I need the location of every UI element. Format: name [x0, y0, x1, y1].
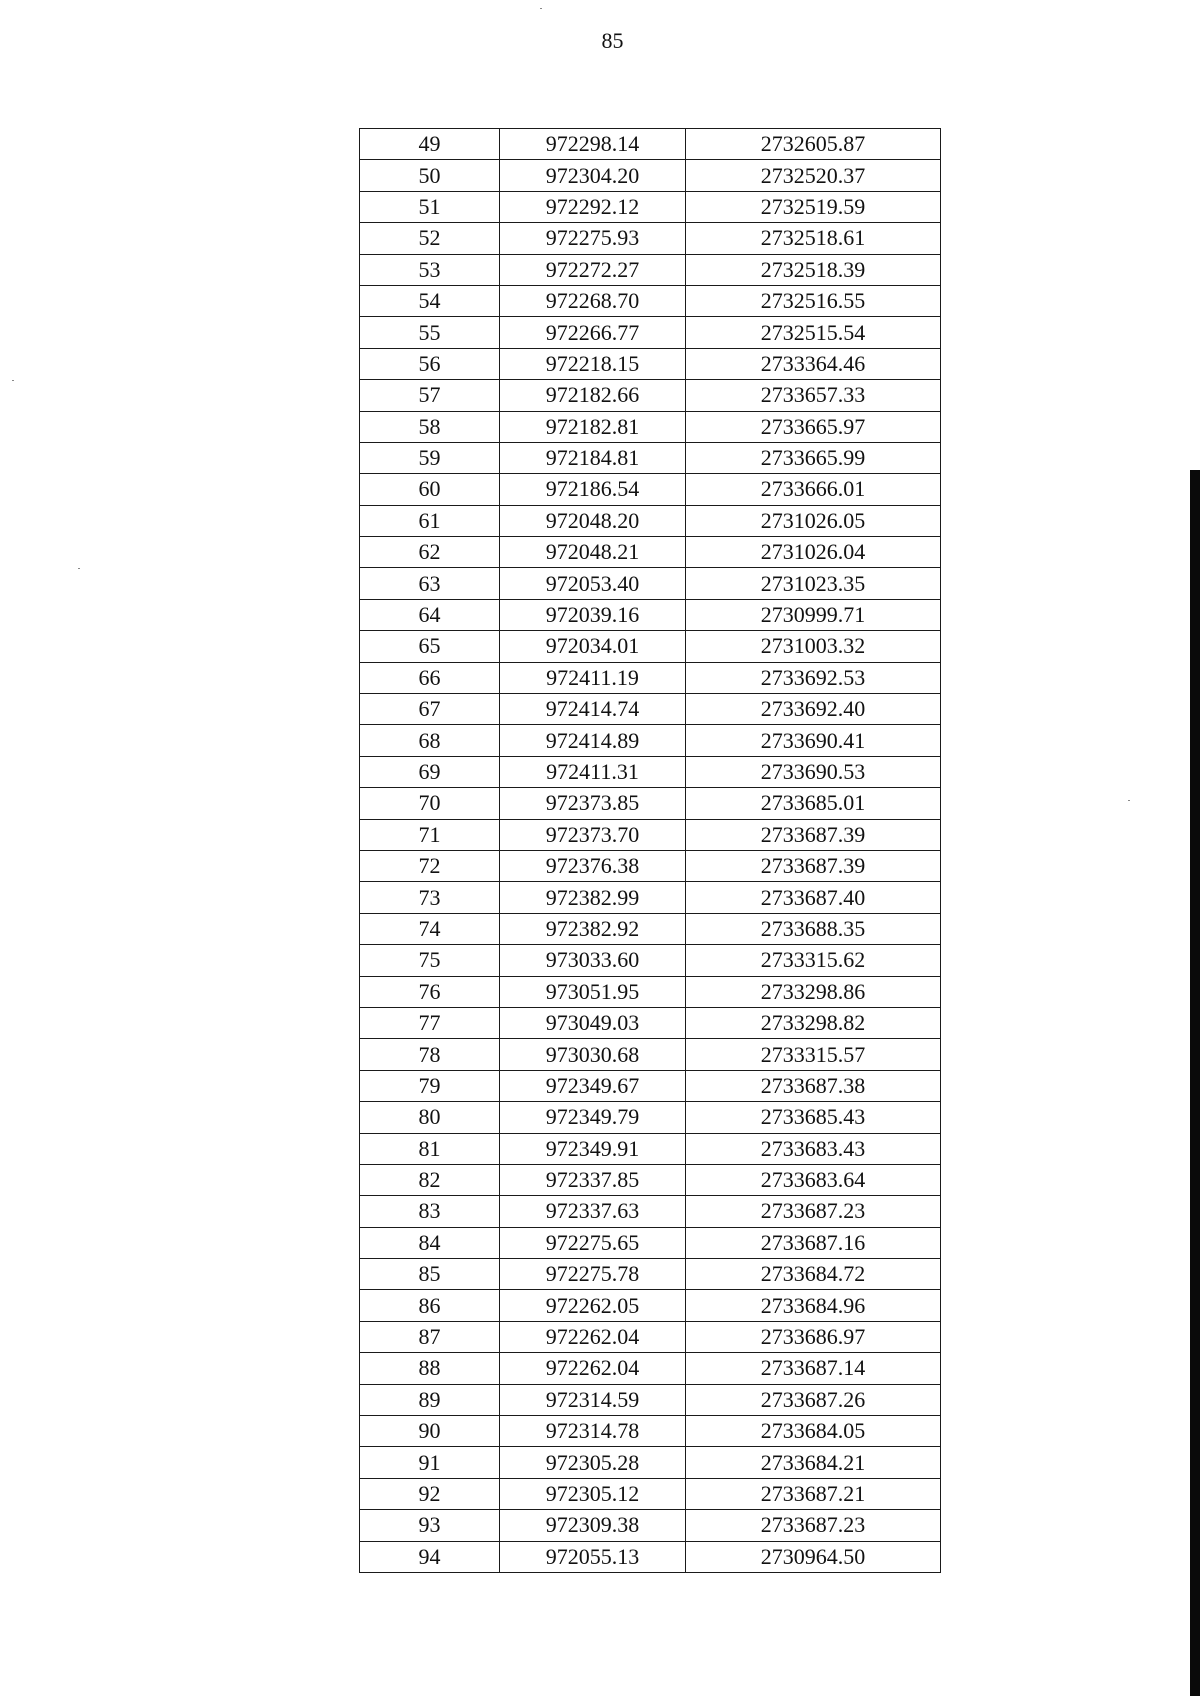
y-coordinate-cell: 2733685.01 — [686, 788, 941, 819]
table-row — [360, 1259, 941, 1290]
y-coordinate-cell: 2732605.87 — [686, 129, 941, 160]
y-coordinate-cell: 2733684.72 — [686, 1259, 941, 1290]
x-coordinate-cell: 972314.59 — [500, 1384, 686, 1415]
x-coordinate-cell: 972373.85 — [500, 788, 686, 819]
x-coordinate-cell: 972048.21 — [500, 537, 686, 568]
table-row — [360, 882, 941, 913]
x-coordinate-cell: 972411.19 — [500, 662, 686, 693]
point-number-cell: 68 — [360, 725, 500, 756]
x-coordinate-cell: 972309.38 — [500, 1510, 686, 1541]
y-coordinate-cell: 2733684.96 — [686, 1290, 941, 1321]
x-coordinate-cell: 972182.81 — [500, 411, 686, 442]
table-row — [360, 788, 941, 819]
y-coordinate-cell: 2733364.46 — [686, 348, 941, 379]
x-coordinate-cell: 972268.70 — [500, 285, 686, 316]
table-row — [360, 191, 941, 222]
y-coordinate-cell: 2733692.53 — [686, 662, 941, 693]
point-number-cell: 56 — [360, 348, 500, 379]
y-coordinate-cell: 2733665.97 — [686, 411, 941, 442]
table-row — [360, 254, 941, 285]
point-number-cell: 55 — [360, 317, 500, 348]
y-coordinate-cell: 2732518.61 — [686, 223, 941, 254]
table-row — [360, 1196, 941, 1227]
point-number-cell: 64 — [360, 599, 500, 630]
table-row — [360, 945, 941, 976]
table-row — [360, 1164, 941, 1195]
y-coordinate-cell: 2733690.53 — [686, 756, 941, 787]
y-coordinate-cell: 2733686.97 — [686, 1321, 941, 1352]
table-row — [360, 474, 941, 505]
y-coordinate-cell: 2733687.38 — [686, 1070, 941, 1101]
point-number-cell: 67 — [360, 694, 500, 725]
table-row — [360, 694, 941, 725]
table-row — [360, 1416, 941, 1447]
table-row — [360, 1384, 941, 1415]
table-row — [360, 129, 941, 160]
point-number-cell: 86 — [360, 1290, 500, 1321]
y-coordinate-cell: 2730964.50 — [686, 1541, 941, 1572]
table-row — [360, 850, 941, 881]
point-number-cell: 69 — [360, 756, 500, 787]
x-coordinate-cell: 972262.04 — [500, 1353, 686, 1384]
table-row — [360, 160, 941, 191]
y-coordinate-cell: 2733657.33 — [686, 380, 941, 411]
x-coordinate-cell: 972411.31 — [500, 756, 686, 787]
y-coordinate-cell: 2730999.71 — [686, 599, 941, 630]
x-coordinate-cell: 973051.95 — [500, 976, 686, 1007]
y-coordinate-cell: 2733687.40 — [686, 882, 941, 913]
table-row — [360, 631, 941, 662]
x-coordinate-cell: 972382.92 — [500, 913, 686, 944]
x-coordinate-cell: 972262.04 — [500, 1321, 686, 1352]
point-number-cell: 57 — [360, 380, 500, 411]
point-number-cell: 59 — [360, 442, 500, 473]
point-number-cell: 61 — [360, 505, 500, 536]
point-number-cell: 72 — [360, 850, 500, 881]
y-coordinate-cell: 2732516.55 — [686, 285, 941, 316]
table-row — [360, 819, 941, 850]
table-row — [360, 285, 941, 316]
y-coordinate-cell: 2733687.39 — [686, 850, 941, 881]
point-number-cell: 75 — [360, 945, 500, 976]
point-number-cell: 76 — [360, 976, 500, 1007]
point-number-cell: 63 — [360, 568, 500, 599]
point-number-cell: 51 — [360, 191, 500, 222]
point-number-cell: 89 — [360, 1384, 500, 1415]
x-coordinate-cell: 972349.91 — [500, 1133, 686, 1164]
point-number-cell: 73 — [360, 882, 500, 913]
x-coordinate-cell: 972337.85 — [500, 1164, 686, 1195]
table-row — [360, 756, 941, 787]
point-number-cell: 65 — [360, 631, 500, 662]
x-coordinate-cell: 973049.03 — [500, 1007, 686, 1038]
x-coordinate-cell: 972039.16 — [500, 599, 686, 630]
table-row — [360, 317, 941, 348]
x-coordinate-cell: 972055.13 — [500, 1541, 686, 1572]
table-row — [360, 442, 941, 473]
point-number-cell: 78 — [360, 1039, 500, 1070]
point-number-cell: 82 — [360, 1164, 500, 1195]
y-coordinate-cell: 2733315.62 — [686, 945, 941, 976]
x-coordinate-cell: 972349.67 — [500, 1070, 686, 1101]
scan-speck — [1128, 800, 1130, 801]
table-row — [360, 537, 941, 568]
y-coordinate-cell: 2733683.64 — [686, 1164, 941, 1195]
x-coordinate-cell: 972275.65 — [500, 1227, 686, 1258]
page-number: 85 — [601, 28, 624, 53]
table-row — [360, 662, 941, 693]
point-number-cell: 93 — [360, 1510, 500, 1541]
y-coordinate-cell: 2733683.43 — [686, 1133, 941, 1164]
point-number-cell: 83 — [360, 1196, 500, 1227]
y-coordinate-cell: 2731026.05 — [686, 505, 941, 536]
point-number-cell: 91 — [360, 1447, 500, 1478]
point-number-cell: 81 — [360, 1133, 500, 1164]
x-coordinate-cell: 972373.70 — [500, 819, 686, 850]
y-coordinate-cell: 2731026.04 — [686, 537, 941, 568]
point-number-cell: 58 — [360, 411, 500, 442]
y-coordinate-cell: 2733687.23 — [686, 1196, 941, 1227]
y-coordinate-cell: 2733687.16 — [686, 1227, 941, 1258]
y-coordinate-cell: 2732515.54 — [686, 317, 941, 348]
y-coordinate-cell: 2732519.59 — [686, 191, 941, 222]
table-row — [360, 976, 941, 1007]
point-number-cell: 60 — [360, 474, 500, 505]
x-coordinate-cell: 972266.77 — [500, 317, 686, 348]
y-coordinate-cell: 2732520.37 — [686, 160, 941, 191]
x-coordinate-cell: 972272.27 — [500, 254, 686, 285]
table-row — [360, 348, 941, 379]
x-coordinate-cell: 972048.20 — [500, 505, 686, 536]
table-row — [360, 1510, 941, 1541]
y-coordinate-cell: 2733687.14 — [686, 1353, 941, 1384]
x-coordinate-cell: 972414.74 — [500, 694, 686, 725]
y-coordinate-cell: 2733666.01 — [686, 474, 941, 505]
point-number-cell: 79 — [360, 1070, 500, 1101]
point-number-cell: 66 — [360, 662, 500, 693]
x-coordinate-cell: 972305.28 — [500, 1447, 686, 1478]
x-coordinate-cell: 972414.89 — [500, 725, 686, 756]
point-number-cell: 53 — [360, 254, 500, 285]
y-coordinate-cell: 2733298.86 — [686, 976, 941, 1007]
point-number-cell: 84 — [360, 1227, 500, 1258]
y-coordinate-cell: 2733687.21 — [686, 1478, 941, 1509]
x-coordinate-cell: 972314.78 — [500, 1416, 686, 1447]
y-coordinate-cell: 2733298.82 — [686, 1007, 941, 1038]
point-number-cell: 80 — [360, 1102, 500, 1133]
point-number-cell: 92 — [360, 1478, 500, 1509]
x-coordinate-cell: 972304.20 — [500, 160, 686, 191]
x-coordinate-cell: 972275.93 — [500, 223, 686, 254]
table-row — [360, 1447, 941, 1478]
y-coordinate-cell: 2733690.41 — [686, 725, 941, 756]
y-coordinate-cell: 2731023.35 — [686, 568, 941, 599]
x-coordinate-cell: 972298.14 — [500, 129, 686, 160]
table-row — [360, 725, 941, 756]
scan-speck — [540, 8, 542, 9]
x-coordinate-cell: 972182.66 — [500, 380, 686, 411]
coordinates-table — [359, 128, 941, 1573]
table-row — [360, 599, 941, 630]
y-coordinate-cell: 2733687.39 — [686, 819, 941, 850]
x-coordinate-cell: 972275.78 — [500, 1259, 686, 1290]
x-coordinate-cell: 972349.79 — [500, 1102, 686, 1133]
scan-speck — [78, 568, 80, 569]
point-number-cell: 62 — [360, 537, 500, 568]
y-coordinate-cell: 2733685.43 — [686, 1102, 941, 1133]
table-row — [360, 223, 941, 254]
table-row — [360, 568, 941, 599]
point-number-cell: 70 — [360, 788, 500, 819]
point-number-cell: 49 — [360, 129, 500, 160]
y-coordinate-cell: 2733315.57 — [686, 1039, 941, 1070]
table-row — [360, 380, 941, 411]
table-row — [360, 1290, 941, 1321]
table-row — [360, 411, 941, 442]
x-coordinate-cell: 972262.05 — [500, 1290, 686, 1321]
x-coordinate-cell: 972292.12 — [500, 191, 686, 222]
x-coordinate-cell: 972053.40 — [500, 568, 686, 599]
x-coordinate-cell: 972305.12 — [500, 1478, 686, 1509]
x-coordinate-cell: 972184.81 — [500, 442, 686, 473]
point-number-cell: 87 — [360, 1321, 500, 1352]
point-number-cell: 94 — [360, 1541, 500, 1572]
table-row — [360, 1478, 941, 1509]
x-coordinate-cell: 972337.63 — [500, 1196, 686, 1227]
table-row — [360, 1353, 941, 1384]
table-row — [360, 1039, 941, 1070]
table-row — [360, 1007, 941, 1038]
table-row — [360, 1541, 941, 1572]
table-row — [360, 1070, 941, 1101]
point-number-cell: 52 — [360, 223, 500, 254]
point-number-cell: 90 — [360, 1416, 500, 1447]
y-coordinate-cell: 2733665.99 — [686, 442, 941, 473]
y-coordinate-cell: 2732518.39 — [686, 254, 941, 285]
y-coordinate-cell: 2733688.35 — [686, 913, 941, 944]
point-number-cell: 74 — [360, 913, 500, 944]
point-number-cell: 50 — [360, 160, 500, 191]
x-coordinate-cell: 972034.01 — [500, 631, 686, 662]
x-coordinate-cell: 972186.54 — [500, 474, 686, 505]
scan-speck — [12, 380, 14, 381]
scan-edge-bar — [1190, 470, 1200, 1696]
point-number-cell: 77 — [360, 1007, 500, 1038]
y-coordinate-cell: 2731003.32 — [686, 631, 941, 662]
coordinates-table-body — [360, 129, 941, 1573]
x-coordinate-cell: 972218.15 — [500, 348, 686, 379]
table-row — [360, 1321, 941, 1352]
x-coordinate-cell: 972382.99 — [500, 882, 686, 913]
point-number-cell: 85 — [360, 1259, 500, 1290]
y-coordinate-cell: 2733692.40 — [686, 694, 941, 725]
x-coordinate-cell: 973030.68 — [500, 1039, 686, 1070]
table-row — [360, 1227, 941, 1258]
x-coordinate-cell: 972376.38 — [500, 850, 686, 881]
y-coordinate-cell: 2733684.21 — [686, 1447, 941, 1478]
y-coordinate-cell: 2733687.23 — [686, 1510, 941, 1541]
point-number-cell: 88 — [360, 1353, 500, 1384]
point-number-cell: 54 — [360, 285, 500, 316]
y-coordinate-cell: 2733687.26 — [686, 1384, 941, 1415]
table-row — [360, 505, 941, 536]
y-coordinate-cell: 2733684.05 — [686, 1416, 941, 1447]
table-row — [360, 913, 941, 944]
table-row — [360, 1102, 941, 1133]
x-coordinate-cell: 973033.60 — [500, 945, 686, 976]
point-number-cell: 71 — [360, 819, 500, 850]
table-row — [360, 1133, 941, 1164]
